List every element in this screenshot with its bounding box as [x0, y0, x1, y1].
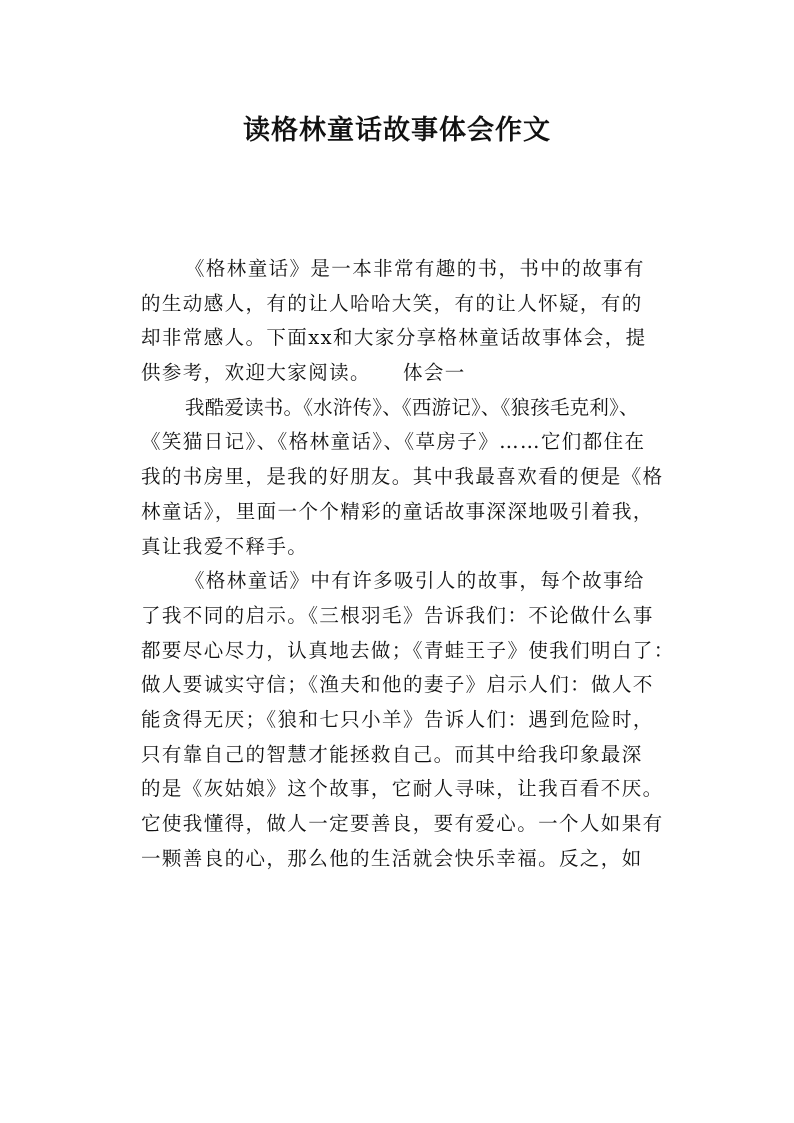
paragraph-line: 能贪得无厌；《狼和七只小羊》告诉人们：遇到危险时，	[141, 707, 654, 731]
paragraph-line: 都要尽心尽力，认真地去做；《青蛙王子》使我们明白了：	[141, 638, 675, 662]
paragraph-line: 我的书房里，是我的好朋友。其中我最喜欢看的便是《格	[141, 465, 664, 489]
paragraph-line: 《笑猫日记》、《格林童话》、《草房子》……它们都住在	[141, 430, 646, 454]
paragraph-line: 供参考，欢迎大家阅读。 体会一	[141, 361, 466, 385]
paragraph-line: 林童话》，里面一个个精彩的童话故事深深地吸引着我，	[141, 499, 654, 523]
paragraph-line: 它使我懂得，做人一定要善良，要有爱心。一个人如果有	[141, 812, 664, 835]
paragraph-line: 一颗善良的心，那么他的生活就会快乐幸福。反之，如	[141, 846, 643, 870]
paragraph-line: 做人要诚实守信；《渔夫和他的妻子》启示人们：做人不	[141, 673, 654, 697]
paragraph-line: 却非常感人。下面xx和大家分享格林童话故事体会，提	[141, 326, 647, 350]
paragraph-line: 的是《灰姑娘》这个故事，它耐人寻味，让我百看不厌。	[141, 777, 664, 801]
paragraph-line: 了我不同的启示。《三根羽毛》告诉我们：不论做什么事	[141, 603, 654, 627]
paragraph-line: 真让我爱不释手。	[141, 534, 309, 558]
document-body	[141, 252, 681, 876]
paragraph-line: 我酷爱读书。《水浒传》、《西游记》、《狼孩毛克利》、	[185, 395, 639, 419]
paragraph-line: 的生动感人，有的让人哈哈大笑，有的让人怀疑，有的	[141, 291, 643, 315]
paragraph-line: 《格林童话》是一本非常有趣的书，书中的故事有	[185, 257, 645, 280]
page-title: 读格林童话故事体会作文	[243, 115, 551, 146]
paragraph-line: 只有靠自己的智慧才能拯救自己。而其中给我印象最深	[141, 742, 643, 766]
paragraph-line: 《格林童话》中有许多吸引人的故事，每个故事给	[185, 569, 645, 593]
